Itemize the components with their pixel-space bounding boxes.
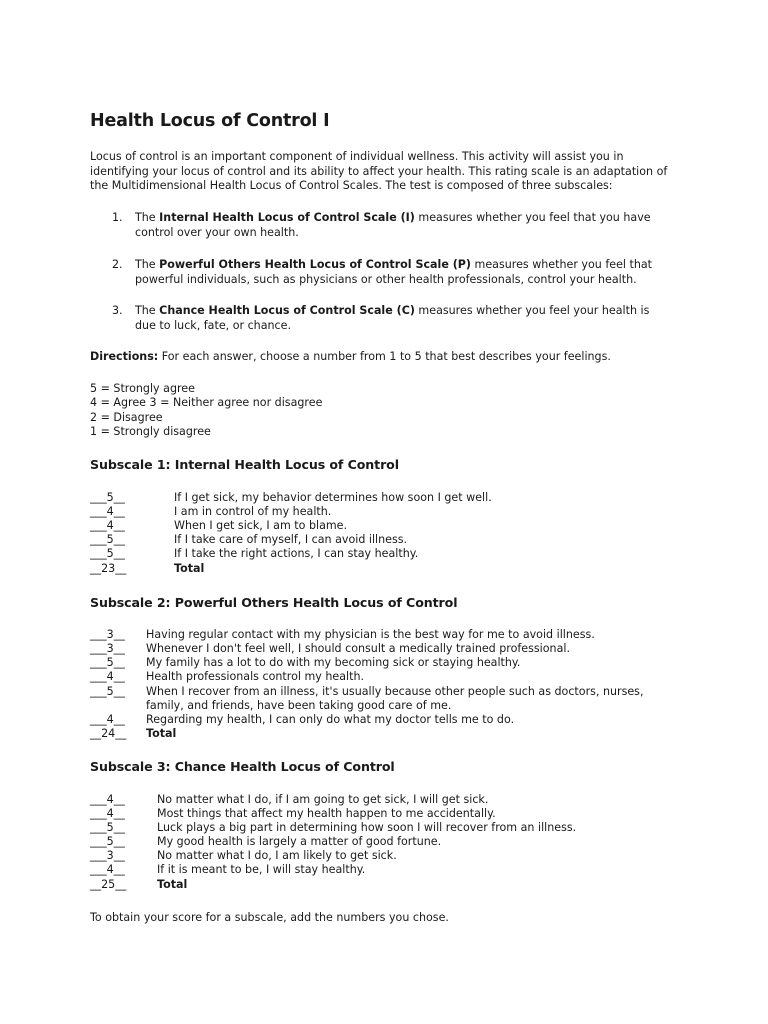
answer-blank[interactable]: ___4__ [90, 519, 125, 532]
statement: If I get sick, my behavior determines how soon I get well. [174, 491, 492, 504]
list-item-suffix: measures whether you feel that powerful individuals, such as physicians or other health professionals, control your health. [135, 258, 653, 286]
total-label: Total [157, 878, 188, 891]
statement: My family has a lot to do with my becoming sick or staying healthy. [146, 656, 521, 669]
answer-blank[interactable]: ___4__ [90, 863, 125, 876]
scoring-instructions: To obtain your score for a subscale, add the numbers you chose. [90, 911, 449, 924]
list-item-suffix: measures whether you feel that you have control over your own health. [135, 211, 651, 239]
list-item-scale-name: Internal Health Locus of Control Scale (I) [159, 211, 415, 224]
subscale-3-heading: Subscale 3: Chance Health Locus of Control [90, 759, 395, 774]
list-item-prefix: The [135, 304, 160, 317]
statement: Whenever I don't feel well, I should consult a medically trained professional. [146, 642, 570, 655]
list-number-1: 1. [112, 211, 123, 224]
list-item-powerful-others [135, 258, 670, 287]
statement: My good health is largely a matter of good fortune. [157, 835, 442, 848]
directions-text: For each answer, choose a number from 1 to 5 that best describes your feelings. [158, 350, 611, 363]
answer-blank[interactable]: ___4__ [90, 793, 125, 806]
directions-label: Directions: [90, 350, 159, 363]
scale-line: 4 = Agree 3 = Neither agree nor disagree [90, 396, 323, 410]
answer-blank[interactable]: ___4__ [90, 713, 125, 726]
subscale-2-heading: Subscale 2: Powerful Others Health Locus of Control [90, 595, 458, 610]
scale-line: 5 = Strongly agree [90, 382, 195, 395]
statement: If it is meant to be, I will stay healthy. [157, 863, 366, 876]
answer-blank[interactable]: ___5__ [90, 685, 125, 698]
statement: Luck plays a big part in determining how soon I will recover from an illness. [157, 821, 577, 834]
answer-blank[interactable]: ___3__ [90, 642, 125, 655]
list-item-prefix: The [135, 258, 160, 271]
subscale-1-heading: Subscale 1: Internal Health Locus of Control [90, 457, 399, 472]
page-title: Health Locus of Control I [90, 111, 330, 131]
statement: No matter what I do, if I am going to get sick, I will get sick. [157, 793, 489, 806]
answer-blank[interactable]: ___3__ [90, 628, 125, 641]
intro-paragraph: Locus of control is an important component of individual wellness. This activity will assist you in identifying your locus of control and its ability to affect your health. This rating scale is an adaptation of the Multidimensional Health Locus of Control Scales. The test is composed of three subscales: [90, 150, 668, 192]
statement: Most things that affect my health happen to me accidentally. [157, 807, 496, 820]
directions [90, 350, 611, 365]
statement: No matter what I do, I am likely to get sick. [157, 849, 397, 862]
rating-scale [90, 382, 322, 439]
list-item-scale-name: Powerful Others Health Locus of Control Scale (P) [159, 258, 471, 271]
list-item-chance [135, 304, 670, 333]
answer-blank[interactable]: ___4__ [90, 807, 125, 820]
statement: Health professionals control my health. [146, 670, 365, 683]
total-label: Total [146, 727, 177, 740]
list-number-2: 2. [112, 258, 123, 271]
statement: When I recover from an illness, it's usually because other people such as doctors, nurses, family, and friends, have been taking good care of me. [146, 685, 644, 713]
statement: I am in control of my health. [174, 505, 332, 518]
answer-blank[interactable]: ___5__ [90, 547, 125, 560]
answer-blank[interactable]: ___5__ [90, 835, 125, 848]
answer-blank[interactable]: ___4__ [90, 670, 125, 683]
list-item-suffix: measures whether you feel your health is due to luck, fate, or chance. [135, 304, 650, 332]
total-blank[interactable]: __25__ [90, 878, 127, 891]
answer-blank[interactable]: ___5__ [90, 821, 125, 834]
list-number-3: 3. [112, 304, 123, 317]
list-item-scale-name: Chance Health Locus of Control Scale (C) [159, 304, 415, 317]
answer-blank[interactable]: ___5__ [90, 491, 125, 504]
scale-line: 2 = Disagree [90, 410, 163, 424]
list-item-prefix: The [135, 211, 160, 224]
statement: Regarding my health, I can only do what my doctor tells me to do. [146, 713, 515, 726]
total-blank[interactable]: __24__ [90, 727, 127, 740]
statement: If I take the right actions, I can stay healthy. [174, 547, 419, 560]
statement: If I take care of myself, I can avoid illness. [174, 533, 408, 546]
total-blank[interactable]: __23__ [90, 562, 127, 575]
scale-line: 1 = Strongly disagree [90, 424, 211, 438]
statement: When I get sick, I am to blame. [174, 519, 348, 532]
answer-blank[interactable]: ___5__ [90, 656, 125, 669]
total-label: Total [174, 562, 205, 575]
answer-blank[interactable]: ___3__ [90, 849, 125, 862]
statement: Having regular contact with my physician is the best way for me to avoid illness. [146, 628, 595, 641]
answer-blank[interactable]: ___4__ [90, 505, 125, 518]
answer-blank[interactable]: ___5__ [90, 533, 125, 546]
list-item-internal [135, 211, 670, 240]
